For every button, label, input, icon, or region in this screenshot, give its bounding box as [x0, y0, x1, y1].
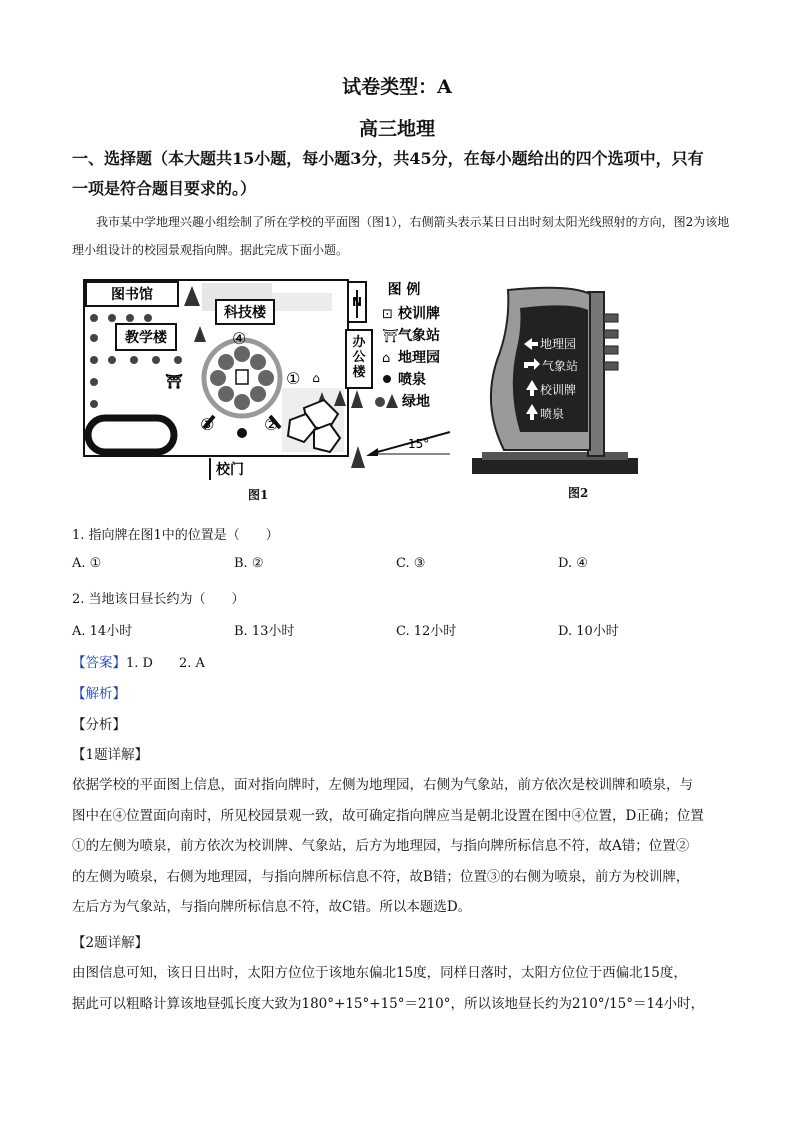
position-4: ④	[232, 329, 247, 348]
sign-post-fins	[604, 314, 618, 370]
q2-stem: 2. 当地该日昼长约为（ ）	[72, 592, 245, 607]
sunrise-ray-arrowhead	[366, 448, 378, 456]
detail2-text	[72, 958, 732, 1019]
office-building-label: 办公楼	[352, 335, 366, 380]
legend-tree-icon	[386, 394, 398, 408]
q1-option-d: D. ④	[558, 556, 588, 571]
q1-option-a: A. ①	[72, 556, 102, 571]
detail1-label: 【1题详解】	[72, 747, 149, 763]
q2-option-a: A. 14小时	[72, 624, 133, 639]
detail1-line: ①的左侧为喷泉，前方依次为校训牌、气象站，后方为地理园，与指向牌所标信息不符，故A错；位置②	[72, 838, 690, 854]
legend-item-fountain: 喷泉	[398, 372, 426, 388]
q2-option-d: D. 10小时	[558, 624, 619, 639]
q1-stem: 1. 指向牌在图1中的位置是（ ）	[72, 528, 279, 543]
teaching-building-label: 教学楼	[125, 330, 167, 346]
sign-text-weather: 气象站	[542, 359, 579, 373]
detail1-line: 的左侧为喷泉，右侧为地理园，与指向牌所标信息不符，故B错；位置③的右侧为喷泉，前方为校训牌，	[72, 868, 690, 885]
detail2-label: 【2题详解】	[72, 935, 149, 951]
legend-green-icon	[375, 397, 385, 407]
detail2-line: 据此可以粗略计算该地昼弧长度大致为180°+15°+15°＝210°，所以该地昼长约为210°/15°＝14小时，	[72, 995, 705, 1012]
library-label: 图书馆	[111, 287, 153, 303]
legend-item-motto: 校训牌	[398, 306, 440, 322]
figure2-caption: 图2	[568, 486, 589, 500]
section-heading-line1: 一、选择题（本大题共15小题，每小题3分，共45分，在每小题给出的四个选项中，只有	[72, 149, 704, 168]
fenxi-label: 【分析】	[72, 717, 126, 733]
answer-text: 1. D 2. A	[126, 656, 205, 671]
paper-type: 试卷类型：A	[342, 76, 452, 98]
legend-motto-icon: ⊡	[382, 307, 393, 322]
position-3: ③	[200, 415, 215, 434]
motto-sign-icon	[236, 370, 248, 384]
sign-text-garden: 地理园	[540, 337, 577, 351]
q2-option-b: B. 13小时	[234, 624, 295, 639]
q1-option-c: C. ③	[396, 556, 426, 571]
detail1-line: 左后方为气象站，与指向牌所标信息不符，故C错。所以本题选D。	[72, 899, 472, 915]
position-1: ①	[286, 369, 301, 388]
detail2-line: 由图信息可知，该日日出时，太阳方位位于该地东偏北15度，同样日落时，太阳方位位于西偏北15度，	[72, 965, 687, 981]
answer-row	[72, 651, 205, 671]
detail1-text	[72, 770, 732, 923]
legend-title: 图 例	[387, 282, 421, 298]
q1-option-b: B. ②	[234, 556, 264, 571]
tech-building-label: 科技楼	[224, 305, 266, 321]
running-track	[88, 418, 174, 452]
legend-item-green: 绿地	[402, 394, 430, 410]
section-heading	[72, 144, 732, 204]
figure1-caption: 图1	[248, 488, 269, 502]
legend-weather-icon: ⛩	[382, 329, 399, 344]
sign-base	[472, 458, 638, 474]
geography-garden-icon: ⌂	[312, 371, 320, 385]
detail1-line: 依据学校的平面图上信息，面对指向牌时，左侧为地理园，右侧为气象站，前方依次是校训牌和喷泉，与	[72, 777, 693, 793]
legend-item-garden: 地理园	[398, 350, 440, 366]
sign-text-motto: 校训牌	[540, 383, 577, 397]
position-2: ②	[264, 415, 279, 434]
question-intro: 我市某中学地理兴趣小组绘制了所在学校的平面图（图1），右侧箭头表示某日日出时刻太阳光线照射的方向，图2为该地理小组设计的校园景观指向牌。据此完成下面小题。	[72, 215, 730, 257]
angle-label: 15°	[408, 437, 430, 451]
figure1-school-map	[82, 278, 452, 480]
figure2-sign	[470, 282, 642, 478]
gate-label: 校门	[216, 462, 244, 478]
map-road-block	[272, 293, 332, 311]
north-label: N	[351, 295, 363, 309]
legend-garden-icon: ⌂	[382, 351, 391, 366]
q2-option-c: C. 12小时	[396, 624, 457, 639]
sign-text-fountain: 喷泉	[540, 407, 565, 421]
analysis-label: 【解析】	[72, 686, 126, 702]
section-heading-line2: 一项是符合题目要求的。）	[72, 179, 257, 198]
subject-title: 高三地理	[358, 118, 435, 140]
sign-base-top	[482, 452, 628, 460]
legend-fountain-icon	[383, 375, 391, 383]
weather-station-icon: ⛩	[165, 374, 183, 390]
detail1-line: 图中在④位置面向南时，所见校园景观一致，故可确定指向牌应当是朝北设置在图中④位置，D正确；位置	[72, 807, 704, 824]
legend-item-weather: 气象站	[398, 328, 440, 344]
fountain-icon	[237, 428, 247, 438]
answer-label: 【答案】	[72, 655, 126, 671]
